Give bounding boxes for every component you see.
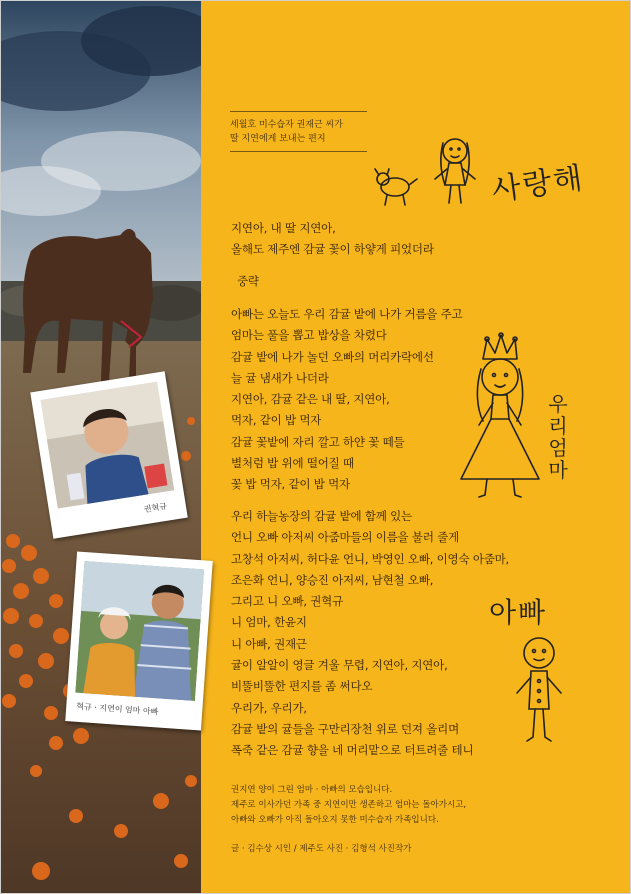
poem-line: 엄마는 풀을 뽑고 밥상을 차렸다 [231,328,387,343]
poem-line: 감귤 꽃밭에 자리 깔고 하얀 꽃 떼들 [231,434,405,449]
polaroid-parents [65,551,213,730]
photo-label-son: 권혁규 [143,501,168,515]
poem-line: 그리고 니 오빠, 권혁규 [231,594,344,609]
caption-line: 제주로 이사가던 가족 중 지연이만 생존하고 엄마는 돌아가시고, [231,800,467,810]
child-drawing-dad [511,633,567,753]
poem-line: 꽃 밥 먹자, 같이 밥 먹자 [231,477,350,492]
header-line-2: 딸 지연에게 보내는 편지 [230,134,326,144]
poem-line: 폭죽 같은 감귤 향을 네 머리맡으로 터트려줄 테니 [231,743,474,758]
credits: 글 · 김수상 시인 / 제주도 사진 · 김형석 사진작가 [231,844,412,854]
caption-line: 권지연 양이 그린 엄마 · 아빠의 모습입니다. [231,785,393,795]
poem-line: 귤이 알알이 영글 겨울 무렵, 지연아, 지연아, [231,658,448,673]
poem-line: 지연아, 감귤 같은 내 딸, 지연아, [231,392,390,407]
caption-line: 아빠와 오빠가 아직 돌아오지 못한 미수습자 가족입니다. [231,815,439,825]
poem-line: 우리가, 우리가, [231,700,307,715]
poem-line: 비뚤비뚤한 편지를 좀 써다오 [231,679,373,694]
poem-line: 고창석 아저씨, 허다윤 언니, 박영인 오빠, 이영숙 아줌마, [231,551,510,566]
poem-line: 늘 귤 냄새가 나더라 [231,370,329,385]
letter-panel [201,1,631,894]
poem-line: 감귤 밭에 나가 놀던 오빠의 머리카락에선 [231,349,434,364]
drawn-text-mom: 우리엄마 [548,392,568,482]
letter-header [230,111,367,152]
polaroid-son [30,371,187,538]
poem-line: 니 엄마, 한윤지 [231,615,307,630]
poem-line: 감귤 밭의 귤들을 구만리장천 위로 던져 올리며 [231,721,460,736]
omitted-marker: 중략 [237,274,259,288]
poem-omitted [231,271,531,292]
poem-line: 아빠는 오늘도 우리 감귤 밭에 나가 거름을 주고 [231,307,463,321]
child-drawing-mom [457,329,547,507]
poem-line: 우리 하늘농장의 감귤 밭에 함께 있는 [231,509,412,523]
photo-caption [231,783,531,828]
poem-line: 먹자, 같이 밥 먹자 [231,413,322,428]
poem-line: 지연아, 내 딸 지연아, [231,221,336,235]
poem-line: 올해도 제주엔 감귤 꽃이 하얗게 피었더라 [231,242,434,257]
header-line-1: 세월호 미수습자 권재근 씨가 [230,120,343,130]
poem-stanza-2 [231,506,531,762]
drawn-text-love: 사랑해 [489,160,587,209]
drawn-text-dad: 아빠 [489,596,548,629]
poem-line: 니 아빠, 권재근 [231,636,307,651]
son-photo [41,382,175,509]
poem-line: 별처럼 밥 위에 떨어질 때 [231,456,354,471]
parents-photo [75,561,204,701]
photo-label-parents: 혁규 · 지연이 엄마 아빠 [75,701,159,717]
poem-line: 언니 오빠 아저씨 아줌마들의 이름을 불러 줄게 [231,530,460,545]
poem-line: 조은화 언니, 양승진 아저씨, 남현철 오빠, [231,572,434,587]
